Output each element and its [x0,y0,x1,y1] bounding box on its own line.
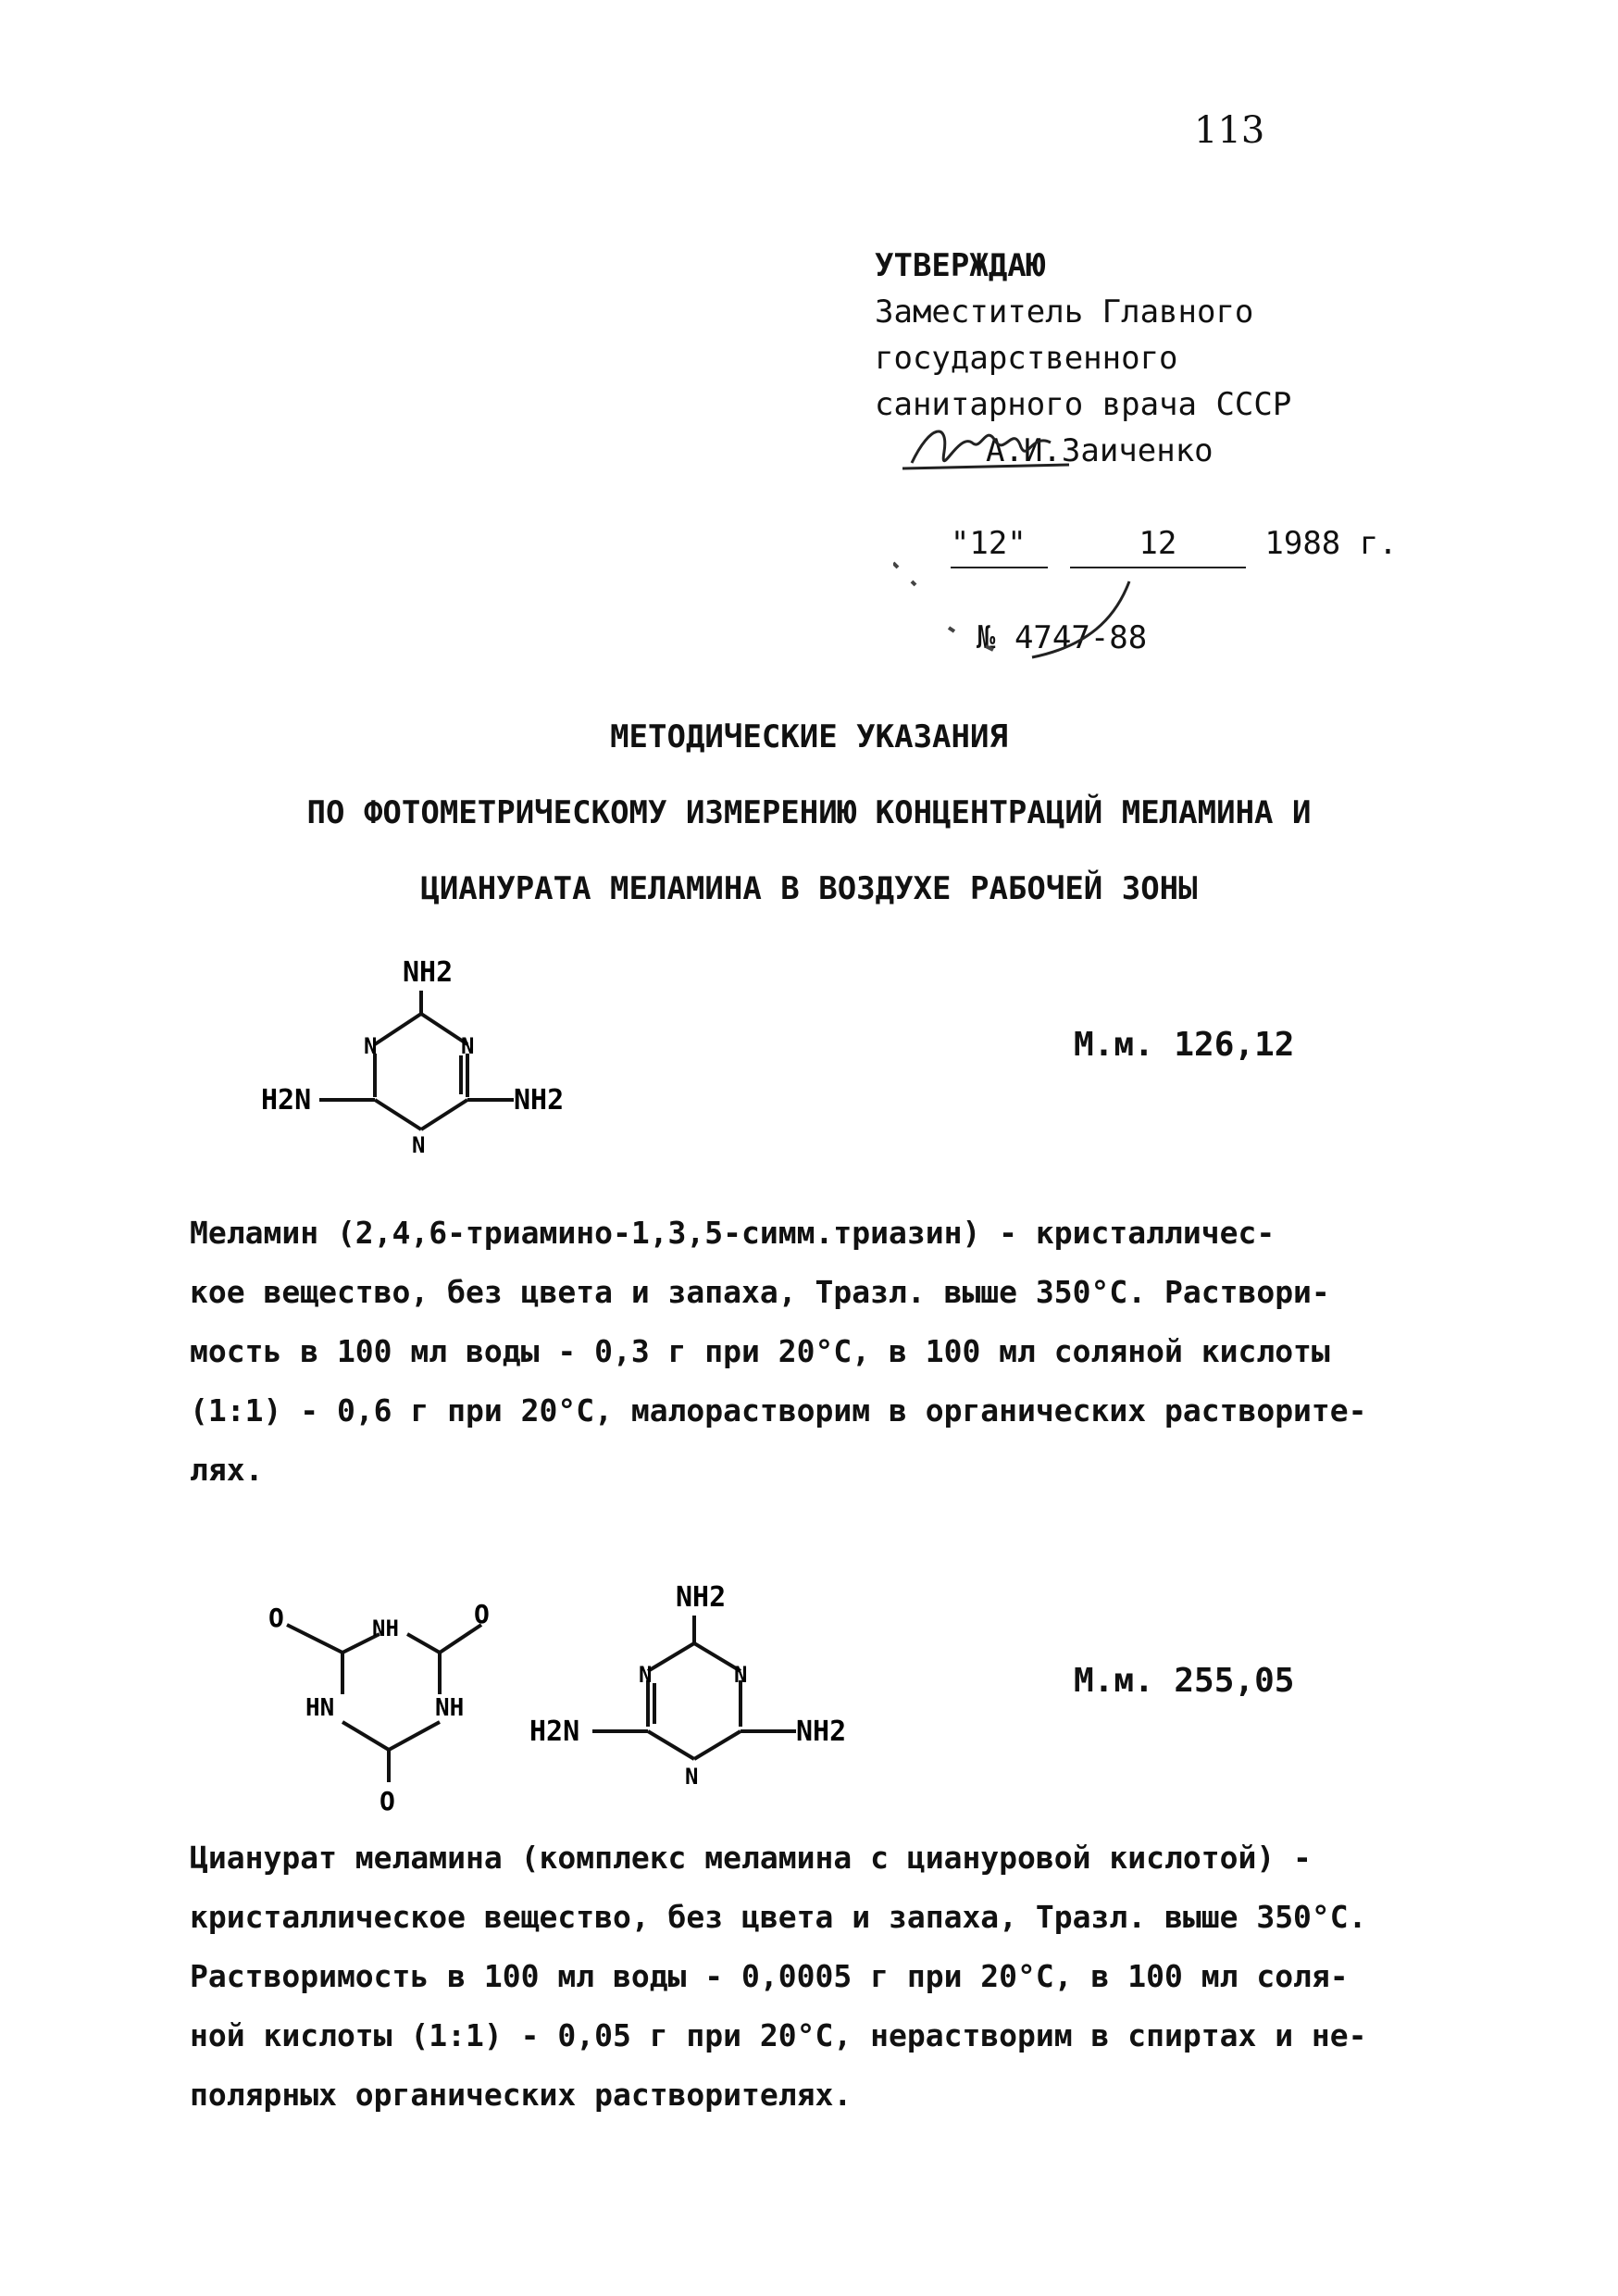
document-title [0,699,1618,927]
melamine-cyanurate-structure [268,1578,879,1819]
melamine-structure [250,944,602,1176]
melamine2-left-amine: H2N [529,1716,580,1748]
cyanurate-description-line-2: кристаллическое вещество, без цвета и запаха, Тразл. выше 350°С. [190,1899,1367,1935]
melamine-description-line-1: Меламин (2,4,6-триамино-1,3,5-симм.триазин) - кристалличес- [190,1215,1276,1251]
melamine2-top-amine: NH2 [676,1581,727,1614]
melamine-description [190,1204,1439,1500]
cyanurate-description-line-3: Растворимость в 100 мл воды - 0,0005 г при 20°С, в 100 мл соля- [190,1958,1349,1994]
approval-date-day: "12" [951,520,1048,568]
melamine2-n-left: N [639,1662,653,1688]
melamine-n-left: N [364,1033,378,1059]
melamine2-right-amine: NH2 [796,1716,847,1748]
cyanuric-oxygen-left: O [268,1603,284,1633]
page-number: 113 [1194,109,1265,152]
cyanuric-hn-left: HN [305,1694,335,1722]
handwritten-signature [893,415,1134,674]
approval-date-month: 12 [1070,520,1246,568]
melamine-right-amine: NH2 [514,1084,565,1117]
melamine2-n-right: N [734,1662,748,1688]
approval-position-line-2: государственного [875,340,1178,377]
title-line-1: МЕТОДИЧЕСКИЕ УКАЗАНИЯ [610,718,1008,755]
melamine-n-right: N [461,1033,475,1059]
cyanurate-description-line-1: Цианурат меламина (комплекс меламина с циануровой кислотой) - [190,1840,1312,1876]
approval-number: № 4747-88 [977,619,1148,656]
approval-title: УТВЕРЖДАЮ [875,247,1046,284]
cyanurate-description-line-5: полярных органических растворителях. [190,2077,853,2113]
approval-position-line-3: санитарного врача СССР [875,386,1292,423]
melamine-top-amine: NH2 [403,956,454,989]
melamine-cyanurate-description [190,1828,1439,2125]
melamine-n-bottom: N [412,1132,426,1158]
cyanuric-nh-right: NH [435,1694,465,1722]
melamine-molecular-weight: М.м. 126,12 [1074,1026,1295,1064]
approval-date-year: 1988 г. [1264,525,1398,562]
melamine-cyanurate-molecular-weight: М.м. 255,05 [1074,1662,1295,1700]
cyanuric-oxygen-right: O [474,1599,490,1629]
melamine-description-line-3: мость в 100 мл воды - 0,3 г при 20°С, в 100 мл соляной кислоты [190,1333,1330,1369]
melamine-left-amine: H2N [261,1084,312,1117]
cyanuric-nh-top: NH [372,1616,399,1641]
approval-position-line-1: Заместитель Главного [875,293,1254,331]
melamine2-n-bottom: N [685,1764,699,1790]
cyanuric-oxygen-bottom: O [380,1786,395,1816]
approver-name: А.И.Заиченко [986,432,1214,469]
melamine-description-line-5: лях. [190,1452,264,1488]
title-line-2: ПО ФОТОМЕТРИЧЕСКОМУ ИЗМЕРЕНИЮ КОНЦЕНТРАЦИЙ МЕЛАМИНА И [306,794,1312,831]
melamine-description-line-4: (1:1) - 0,6 г при 20°С, малорастворим в органических растворите- [190,1392,1367,1429]
melamine-description-line-2: кое вещество, без цвета и запаха, Тразл. выше 350°С. Раствори- [190,1274,1330,1310]
cyanurate-description-line-4: ной кислоты (1:1) - 0,05 г при 20°С, нерастворим в спиртах и не- [190,2017,1367,2053]
title-line-3: ЦИАНУРАТА МЕЛАМИНА В ВОЗДУХЕ РАБОЧЕЙ ЗОНЫ [420,870,1198,907]
